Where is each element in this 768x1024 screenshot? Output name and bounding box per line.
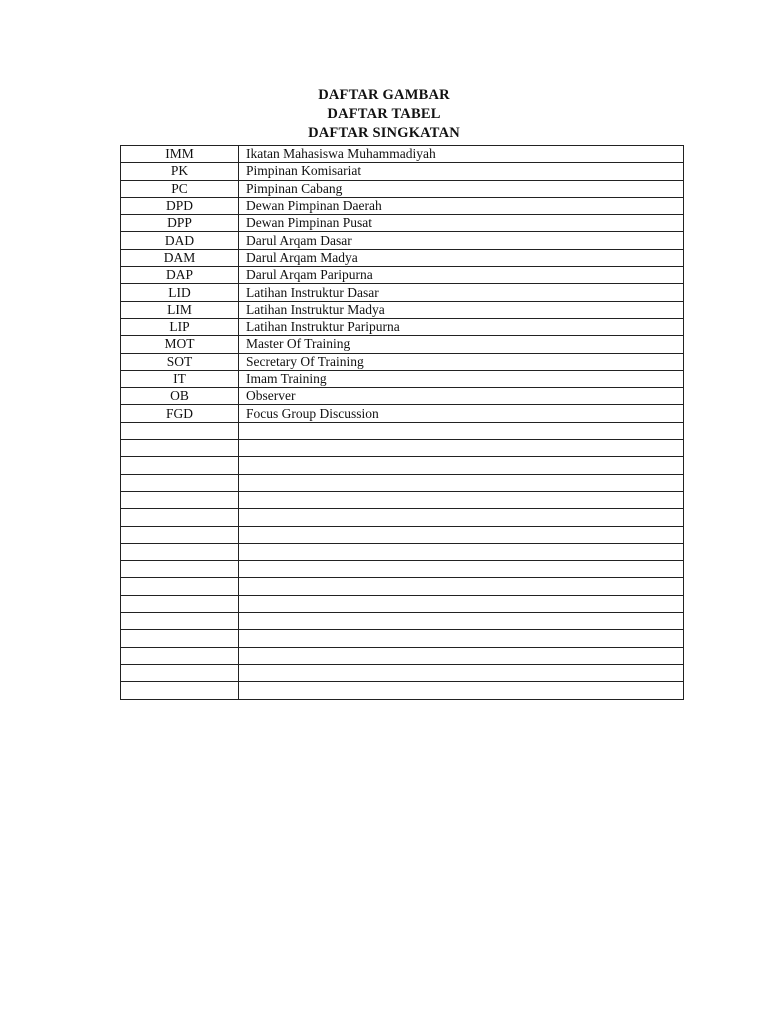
abbreviation-cell: [121, 509, 239, 526]
table-row: [121, 422, 684, 439]
meaning-cell: [239, 682, 684, 699]
table-row: [121, 440, 684, 457]
table-row: [121, 457, 684, 474]
abbreviation-table: [120, 145, 684, 700]
table-row: [121, 232, 684, 249]
meaning-cell: Focus Group Discussion: [239, 405, 684, 422]
abbreviation-cell: OB: [121, 388, 239, 405]
meaning-cell: Dewan Pimpinan Daerah: [239, 197, 684, 214]
heading-daftar-gambar: DAFTAR GAMBAR: [318, 87, 450, 103]
meaning-cell: Secretary Of Training: [239, 353, 684, 370]
meaning-cell: Darul Arqam Dasar: [239, 232, 684, 249]
heading-daftar-singkatan: DAFTAR SINGKATAN: [308, 125, 460, 141]
abbreviation-cell: [121, 595, 239, 612]
table-row: [121, 405, 684, 422]
meaning-cell: Pimpinan Komisariat: [239, 163, 684, 180]
meaning-cell: Ikatan Mahasiswa Muhammadiyah: [239, 146, 684, 163]
meaning-cell: Observer: [239, 388, 684, 405]
abbreviation-cell: [121, 440, 239, 457]
abbreviation-cell: IT: [121, 370, 239, 387]
table-row: [121, 215, 684, 232]
meaning-cell: [239, 509, 684, 526]
meaning-cell: [239, 457, 684, 474]
abbreviation-cell: [121, 578, 239, 595]
meaning-cell: Latihan Instruktur Madya: [239, 301, 684, 318]
meaning-cell: [239, 526, 684, 543]
table-row: [121, 491, 684, 508]
abbreviation-cell: MOT: [121, 336, 239, 353]
meaning-cell: [239, 422, 684, 439]
table-row: [121, 682, 684, 699]
abbreviation-cell: LIM: [121, 301, 239, 318]
table-row: [121, 561, 684, 578]
meaning-cell: Pimpinan Cabang: [239, 180, 684, 197]
abbreviation-cell: IMM: [121, 146, 239, 163]
table-row: [121, 509, 684, 526]
abbreviation-cell: DAD: [121, 232, 239, 249]
table-row: [121, 647, 684, 664]
table-row: [121, 595, 684, 612]
abbreviation-cell: PC: [121, 180, 239, 197]
table-row: [121, 318, 684, 335]
table-row: [121, 249, 684, 266]
abbreviation-cell: [121, 664, 239, 681]
meaning-cell: [239, 613, 684, 630]
table-row: [121, 336, 684, 353]
meaning-cell: [239, 647, 684, 664]
table-row: [121, 526, 684, 543]
abbreviation-cell: [121, 474, 239, 491]
table-row: [121, 578, 684, 595]
table-row: [121, 180, 684, 197]
abbreviation-cell: FGD: [121, 405, 239, 422]
table-row: [121, 284, 684, 301]
meaning-cell: Master Of Training: [239, 336, 684, 353]
meaning-cell: Darul Arqam Paripurna: [239, 267, 684, 284]
abbreviation-cell: [121, 526, 239, 543]
abbreviation-cell: DAM: [121, 249, 239, 266]
abbreviation-cell: PK: [121, 163, 239, 180]
meaning-cell: [239, 543, 684, 560]
meaning-cell: Dewan Pimpinan Pusat: [239, 215, 684, 232]
table-row: [121, 163, 684, 180]
heading-daftar-tabel: DAFTAR TABEL: [327, 106, 441, 122]
table-row: [121, 370, 684, 387]
table-row: [121, 474, 684, 491]
abbreviation-cell: [121, 457, 239, 474]
abbreviation-table-body: [121, 146, 684, 700]
meaning-cell: [239, 491, 684, 508]
abbreviation-cell: LIP: [121, 318, 239, 335]
table-row: [121, 353, 684, 370]
meaning-cell: Latihan Instruktur Dasar: [239, 284, 684, 301]
abbreviation-cell: LID: [121, 284, 239, 301]
document-headings: [0, 86, 768, 144]
abbreviation-cell: DPD: [121, 197, 239, 214]
abbreviation-cell: SOT: [121, 353, 239, 370]
table-row: [121, 543, 684, 560]
meaning-cell: Darul Arqam Madya: [239, 249, 684, 266]
meaning-cell: [239, 561, 684, 578]
meaning-cell: [239, 440, 684, 457]
meaning-cell: Latihan Instruktur Paripurna: [239, 318, 684, 335]
table-row: [121, 301, 684, 318]
abbreviation-cell: [121, 682, 239, 699]
meaning-cell: Imam Training: [239, 370, 684, 387]
abbreviation-cell: DAP: [121, 267, 239, 284]
table-row: [121, 388, 684, 405]
abbreviation-cell: [121, 561, 239, 578]
meaning-cell: [239, 595, 684, 612]
abbreviation-cell: [121, 613, 239, 630]
table-row: [121, 197, 684, 214]
table-row: [121, 630, 684, 647]
abbreviation-cell: [121, 491, 239, 508]
meaning-cell: [239, 664, 684, 681]
table-row: [121, 664, 684, 681]
abbreviation-cell: [121, 630, 239, 647]
table-row: [121, 267, 684, 284]
table-row: [121, 146, 684, 163]
abbreviation-cell: [121, 422, 239, 439]
meaning-cell: [239, 630, 684, 647]
meaning-cell: [239, 474, 684, 491]
abbreviation-cell: [121, 647, 239, 664]
meaning-cell: [239, 578, 684, 595]
table-row: [121, 613, 684, 630]
abbreviation-cell: DPP: [121, 215, 239, 232]
abbreviation-cell: [121, 543, 239, 560]
